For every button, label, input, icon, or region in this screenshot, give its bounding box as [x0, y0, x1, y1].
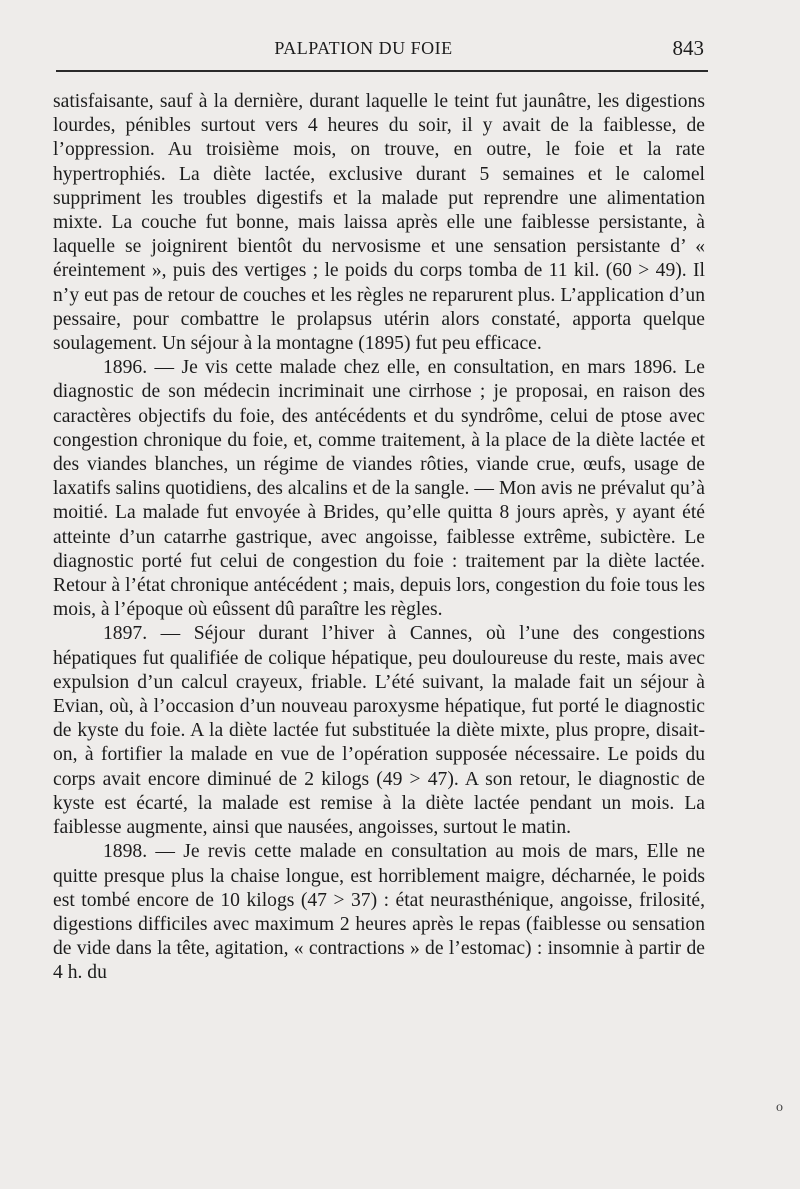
paragraph-continuation: satisfaisante, sauf à la dernière, durant laquelle le teint fut jaunâtre, les digestions lourdes, pénibles surtout vers 4 heures du soir, il y avait de la faiblesse, de l’oppression. Au troisième mois, on trouve, en outre, le foie et la rate hypertrophiés. La diète lactée, exclusive durant 5 semaines et le calomel suppriment les troubles digestifs et la malade put reprendre une alimentation mixte. La couche fut bonne, mais laissa après elle une faiblesse persistante, à laquelle se joignirent bientôt du nervosisme et une sensation persistante d’ « éreintement », puis des vertiges ; le poids du corps tomba de 11 kil. (60 > 49). Il n’y eut pas de retour de couches et les règles ne reparurent plus. L’application d’un pessaire, pour combattre le prolapsus utérin alors constaté, apporta quelque soulagement. Un séjour à la montagne (1895) fut peu efficace. — [53, 91, 705, 355]
paragraph-1897: 1897. — Séjour durant l’hiver à Cannes, où l’une des congestions hépatiques fut qualifiée de colique hépatique, peu douloureuse du reste, mais avec expulsion d’un calcul crayeux, friable. L’été suivant, la malade fait un séjour à Evian, où, à l’occasion d’un nouveau paroxysme hépatique, fut porté le diagnostic de kyste du foie. A la diète lactée fut substituée la diète mixte, plus propre, disait-on, à fortifier la malade en vue de l’opération supposée nécessaire. Le poids du corps avait encore diminué de 2 kilogs (49 > 47). A son retour, le diagnostic de kyste est écarté, la malade est remise à la diète lactée pendant un mois. La faiblesse augmente, ainsi que nausées, angoisses, surtout le matin. — [53, 623, 705, 839]
running-title: PALPATION DU FOIE — [274, 38, 453, 58]
page-number: 843 — [672, 36, 704, 60]
margin-ring-mark: o — [776, 1100, 783, 1115]
paragraph-1896: 1896. — Je vis cette malade chez elle, en consultation, en mars 1896. Le diagnostic de son médecin incriminait une cirrhose ; je proposai, en raison des caractères objectifs du foie, des antécédents et du syndrôme, celui de ptose avec congestion chronique du foie, et, comme traitement, à la place de la diète lactée et des viandes blanches, un régime de viandes rôties, viande crue, œufs, usage de laxatifs salins quotidiens, des alcalins et de la sangle. — Mon avis ne prévalut qu’à moitié. La malade fut envoyée à Brides, qu’elle quitta 8 jours après, y ayant été atteinte d’un catarrhe gastrique, avec angoisse, faiblesse extrême, subictère. Le diagnostic porté fut celui de congestion du foie : traitement par la diète lactée. Retour à l’état chronique antécédent ; mais, depuis lors, congestion du foie tous les mois, à l’époque où eûssent dû paraître les règles. — [53, 357, 705, 621]
paragraph-1898: 1898. — Je revis cette malade en consultation au mois de mars, Elle ne quitte presque plus la chaise longue, est horriblement maigre, décharnée, le poids est tombé encore de 10 kilogs (47 > 37) : état neurasthénique, angoisse, frilosité, digestions difficiles avec maximum 2 heures après le repas (faiblesse ou sensation de vide dans la tête, agitation, « contractions » de l’estomac) : insomnie à partir de 4 h. du — [53, 841, 705, 984]
header-rule — [56, 70, 708, 72]
running-header — [56, 34, 706, 64]
body-text — [53, 90, 705, 986]
